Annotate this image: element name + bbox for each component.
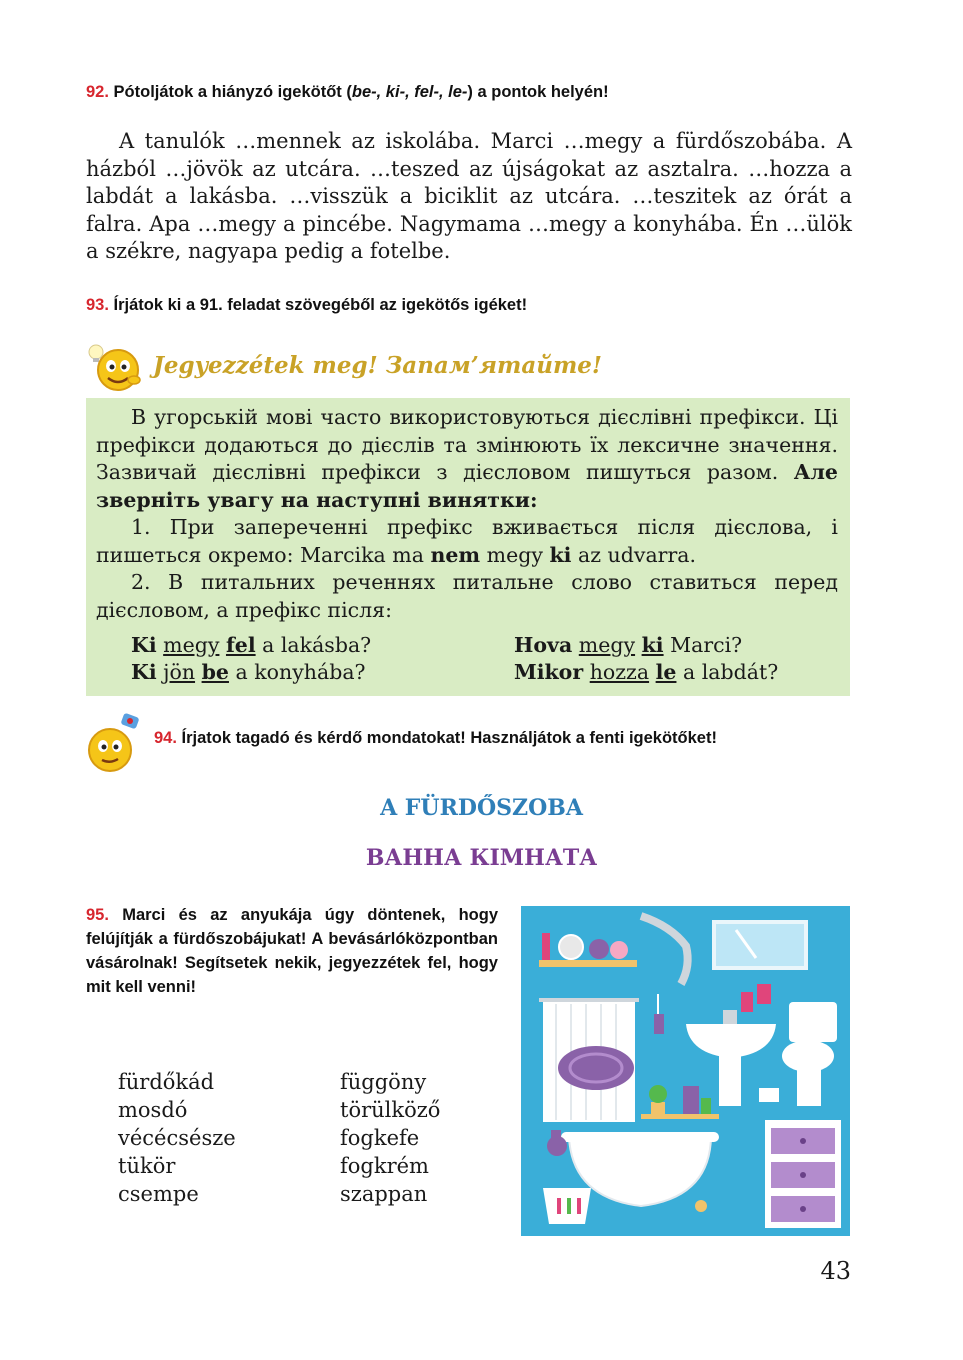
exercise-92-text: A tanulók …mennek az iskolába. Marci …megy a fürdőszobába. A házból …jövök az utcára. …teszed az újságokat az asztalra. …hozza a labdát a lakásba. …visszük a biciklit az utcára. …teszitek az órát a falra. Apa …megy a pincébe. Nagymama …megy a konyhába. Én …ülök a székre, nagyapa pedig a fotelbe. <box>86 129 852 263</box>
example-3: Ki jön be a konyhába? <box>131 660 366 684</box>
task-92-instruction: 92. Pótoljátok a hiányzó igekötőt (be-, ki-, fel-, le-) a pontok helyén! <box>86 83 609 101</box>
word-list-left <box>118 1068 236 1208</box>
list-item: fürdőkád <box>118 1070 215 1094</box>
task-number: 93. <box>86 296 109 314</box>
task-number: 92. <box>86 83 109 101</box>
bathroom-illustration <box>521 906 850 1236</box>
note-rule-1: 1. При запереченні префікс вживається після дієслова, і пишеться окремо: Marcika ma nem megy ki az udvarra. <box>96 515 838 567</box>
section-title-ukrainian: ВАННА КІМНАТА <box>365 845 598 871</box>
smiley-lightbulb-icon <box>84 340 146 396</box>
task-94-instruction: 94. Írjatok tagadó és kérdő mondatokat! Használjátok a fenti igekötőket! <box>154 729 717 747</box>
list-item: fogkefe <box>340 1126 420 1150</box>
list-item: szappan <box>340 1182 428 1206</box>
example-2: Hova megy ki Marci? <box>514 633 743 657</box>
smiley-thinking-icon <box>84 712 146 774</box>
task-93-instruction: 93. Írjátok ki a 91. feladat szövegéből az igekötős igéket! <box>86 296 528 314</box>
list-item: fogkrém <box>340 1154 429 1178</box>
list-item: törülköző <box>340 1098 441 1122</box>
list-item: függöny <box>340 1070 427 1094</box>
list-item: tükör <box>118 1154 176 1178</box>
list-item: mosdó <box>118 1098 188 1122</box>
task-95-instruction: 95. Marci és az anyukája úgy döntenek, hogy felújítják a fürdőszobájukat! A bevásárlóközpontban vásárolnak! Segítsetek nekik, jegyezzétek fel, hogy mit kell venni! <box>86 906 499 996</box>
example-1: Ki megy fel a lakásba? <box>131 633 372 657</box>
word-list-right <box>340 1068 440 1208</box>
task-number: 94. <box>154 729 177 747</box>
page-number: 43 <box>820 1257 851 1285</box>
note-rule-2: 2. В питальних реченнях питальне слово ставиться перед дієсловом, а префікс після: <box>96 570 838 622</box>
task-number: 95. <box>86 906 109 924</box>
list-item: csempe <box>118 1182 199 1206</box>
section-title-hungarian: A FÜRDŐSZOBA <box>380 795 583 821</box>
example-4: Mikor hozza le a labdát? <box>514 660 779 684</box>
list-item: vécécsésze <box>118 1126 236 1150</box>
note-paragraph: В угорській мові часто використовуються дієслівні префікси. Ці префікси додаються до дієслів та змінюють їх лексичне значення. Зазвичай дієслівні префікси з дієсловом пишуться разом. Але зверніть увагу на наступні винятки: <box>96 405 838 512</box>
note-title: Jegyezzétek meg! Запам’ятайте! <box>153 352 603 379</box>
